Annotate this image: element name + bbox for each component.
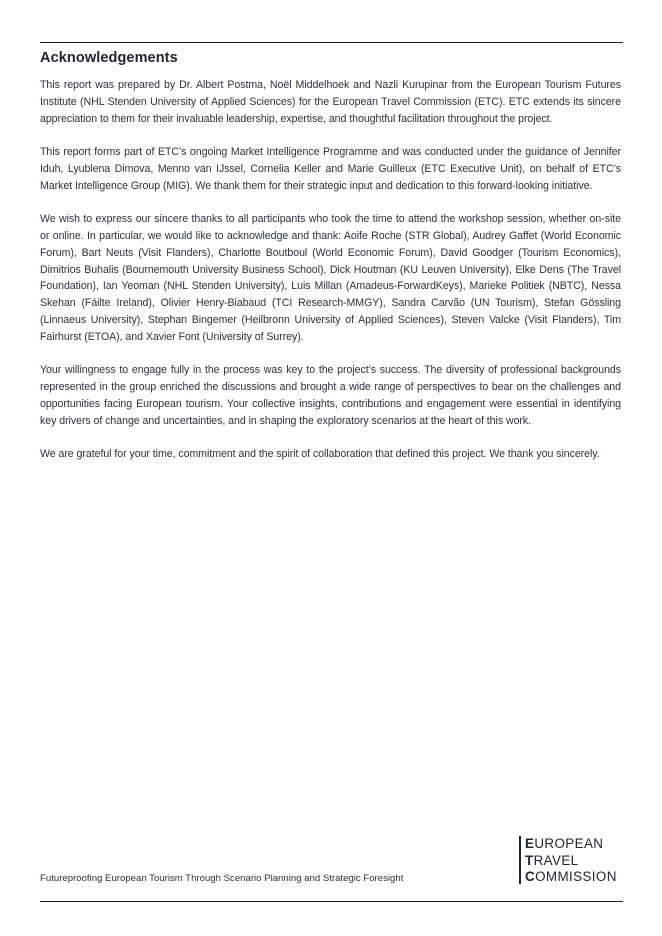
paragraph-programme: This report forms part of ETC’s ongoing Market Intelligence Programme and was conducted under the guidance of Jennifer Iduh, Lyublena Dimova, Menno van IJssel, Cornelia Keller and Marie Guilleux (ETC Executive Unit), on behalf of ETC’s Market Intelligence Group (MIG). We thank them for their strategic input and dedication to this forward-looking initiative. [40,146,621,192]
page-heading: Acknowledgements [40,50,178,66]
paragraph-participants: We wish to express our sincere thanks to all participants who took the time to attend the workshop session, whether on-site or online. In particular, we would like to acknowledge and thank: Aoife Roche (STR Global), Audrey Gaffet (World Economic Forum), Bart Neuts (Visit Flanders), Charlotte Boutboul (World Economic Forum), David Goodger (Tourism Economics), Dimitrios Buhalis (Bournemouth University Business School), Dick Houtman (KU Leuven University), Elke Dens (The Travel Foundation), Ian Yeoman (NHL Stenden University), Luis Millan (Amadeus-ForwardKeys), Marieke Politiek (NBTC), Nessa Skehan (Fáilte Ireland), Olivier Henry-Biabaud (TCI Research-MMGY), Sandra Carvão (UN Tourism), Stefan Gössling (Linnaeus University), Stephan Bingemer (Heilbronn University of Applied Sciences), Steven Valcke (Visit Flanders), Tim Fairhurst (ETOA), and Xavier Font (University of Surrey). [40,213,621,343]
logo-line-travel: TRAVEL [525,852,579,868]
footer-divider [40,901,623,902]
header-divider [40,42,623,43]
footer-title: Futureproofing European Tourism Through Scenario Planning and Strategic Foresight [40,873,404,884]
paragraph-closing: We are grateful for your time, commitment and the spirit of collaboration that defined this project. We thank you sincerely. [40,448,600,461]
logo-line-commission: COMMISSION [525,869,617,884]
etc-logo [519,836,617,884]
paragraph-authors: This report was prepared by Dr. Albert Postma, Noël Middelhoek and Nazli Kurupinar from the European Tourism Futures Institute (NHL Stenden University of Applied Sciences) for the European Travel Commission (ETC). ETC extends its sincere appreciation to them for their invaluable leadership, expertise, and thoughtful facilitation throughout the project. [40,79,621,125]
logo-line-european: EUROPEAN [525,836,604,851]
acknowledgements-body [40,77,621,480]
paragraph-engagement: Your willingness to engage fully in the process was key to the project’s success. The diversity of professional backgrounds represented in the group enriched the discussions and brought a wide range of perspectives to bear on the challenges and opportunities facing European tourism. Your collective insights, contributions and engagement were essential in identifying key drivers of change and uncertainties, and in shaping the exploratory scenarios at the heart of this work. [40,364,621,427]
logo-bar [519,836,521,884]
logo-wordmark [525,836,617,884]
